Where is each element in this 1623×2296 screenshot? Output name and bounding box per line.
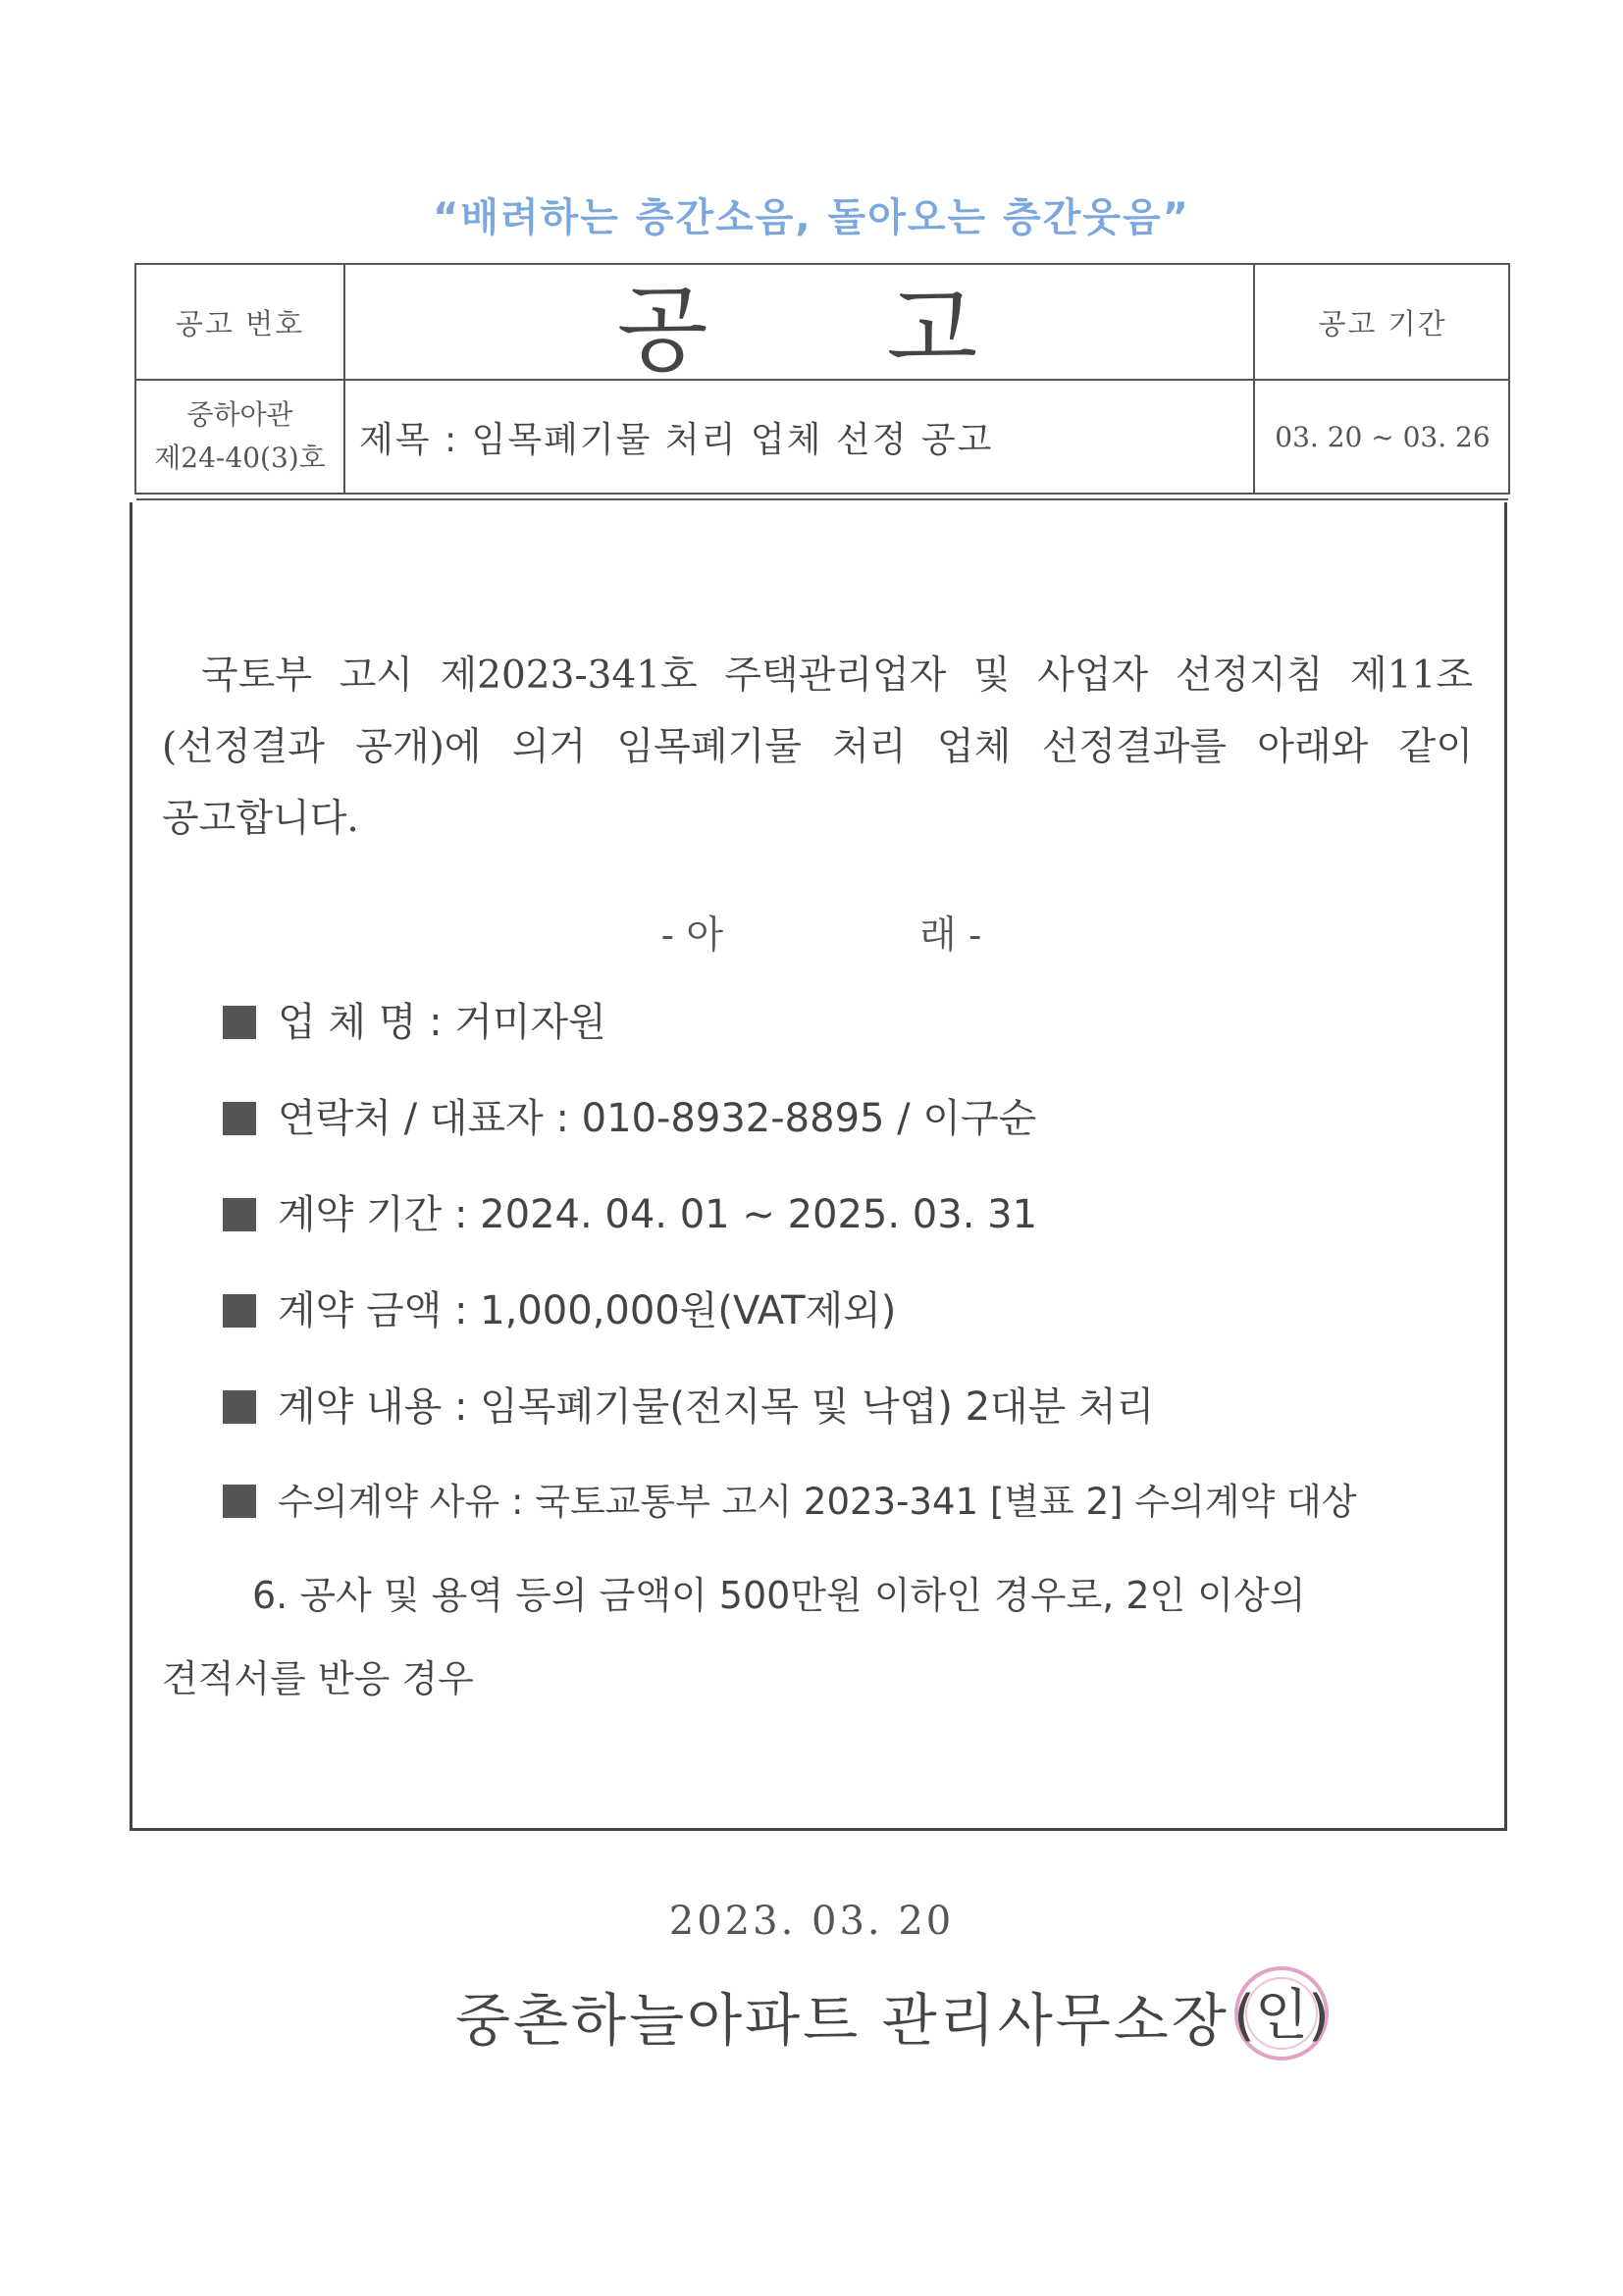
- intro-paragraph: [162, 640, 1473, 855]
- notice-title-char-2: 고: [886, 274, 980, 385]
- below-heading: [132, 905, 1510, 960]
- continuation-line-1: 6. 공사 및 용역 등의 금액이 500만원 이하인 경우로, 2인 이상의: [252, 1574, 1306, 1617]
- list-item-contract-period: 계약 기간 : 2024. 04. 01 ~ 2025. 03. 31: [223, 1183, 1037, 1239]
- notice-body: [130, 502, 1507, 1831]
- bullet-square-icon: [223, 1390, 256, 1424]
- list-item-company: 업 체 명 : 거미자원: [223, 991, 606, 1047]
- notice-header-table: [134, 263, 1510, 495]
- bullet-square-icon: [223, 1102, 256, 1135]
- notice-number-value: [136, 379, 343, 495]
- notice-title: [343, 265, 1253, 385]
- slogan: “배려하는 층간소음, 돌아오는 층간웃음”: [433, 195, 1190, 240]
- bullet-square-icon: [223, 1006, 256, 1039]
- notice-number-line-1: 중하아관: [186, 398, 293, 431]
- notice-period-label: 공고 기간: [1318, 306, 1447, 340]
- seal-mark: (인): [1233, 1984, 1330, 2048]
- list-item-private-contract-reason: 수의계약 사유 : 국토교통부 고시 2023-341 [별표 2] 수의계약 대상: [223, 1472, 1356, 1525]
- notice-number-label: 공고 번호: [175, 306, 305, 340]
- notice-date: 2023. 03. 20: [668, 1899, 955, 1944]
- office-name: 중촌하늘아파트 관리사무소장: [455, 1987, 1230, 2054]
- intro-line-1: 국토부 고시 제2023-341호 주택관리업자 및 사업자 선정지침 제11조: [201, 653, 1473, 698]
- bullet-square-icon: [223, 1198, 256, 1231]
- intro-line-2: (선정결과 공개)에 의거 임목폐기물 처리 업체 선정결과를 아래와 같이: [162, 725, 1473, 769]
- bullet-square-icon: [223, 1485, 256, 1518]
- intro-line-3: 공고합니다.: [162, 797, 359, 841]
- notice-title-char-1: 공: [616, 274, 710, 385]
- list-item-contract-amount: 계약 금액 : 1,000,000원(VAT제외): [223, 1279, 896, 1335]
- notice-number-line-2: 제24-40(3)호: [154, 442, 326, 474]
- below-heading-right: 래 -: [919, 913, 982, 958]
- notice-period-value: 03. 20 ~ 03. 26: [1275, 420, 1491, 453]
- list-item-contract-content: 계약 내용 : 임목폐기물(전지목 및 낙엽) 2대분 처리: [223, 1376, 1154, 1432]
- official-seal: [1223, 1955, 1340, 2072]
- continuation-line-2: 견적서를 반응 경우: [162, 1657, 474, 1700]
- below-heading-left: - 아: [660, 913, 723, 958]
- list-item-contact: 연락처 / 대표자 : 010-8932-8895 / 이구순: [223, 1087, 1036, 1143]
- notice-subject: 제목 : 임목폐기물 처리 업체 선정 공고: [359, 419, 994, 460]
- bullet-square-icon: [223, 1294, 256, 1328]
